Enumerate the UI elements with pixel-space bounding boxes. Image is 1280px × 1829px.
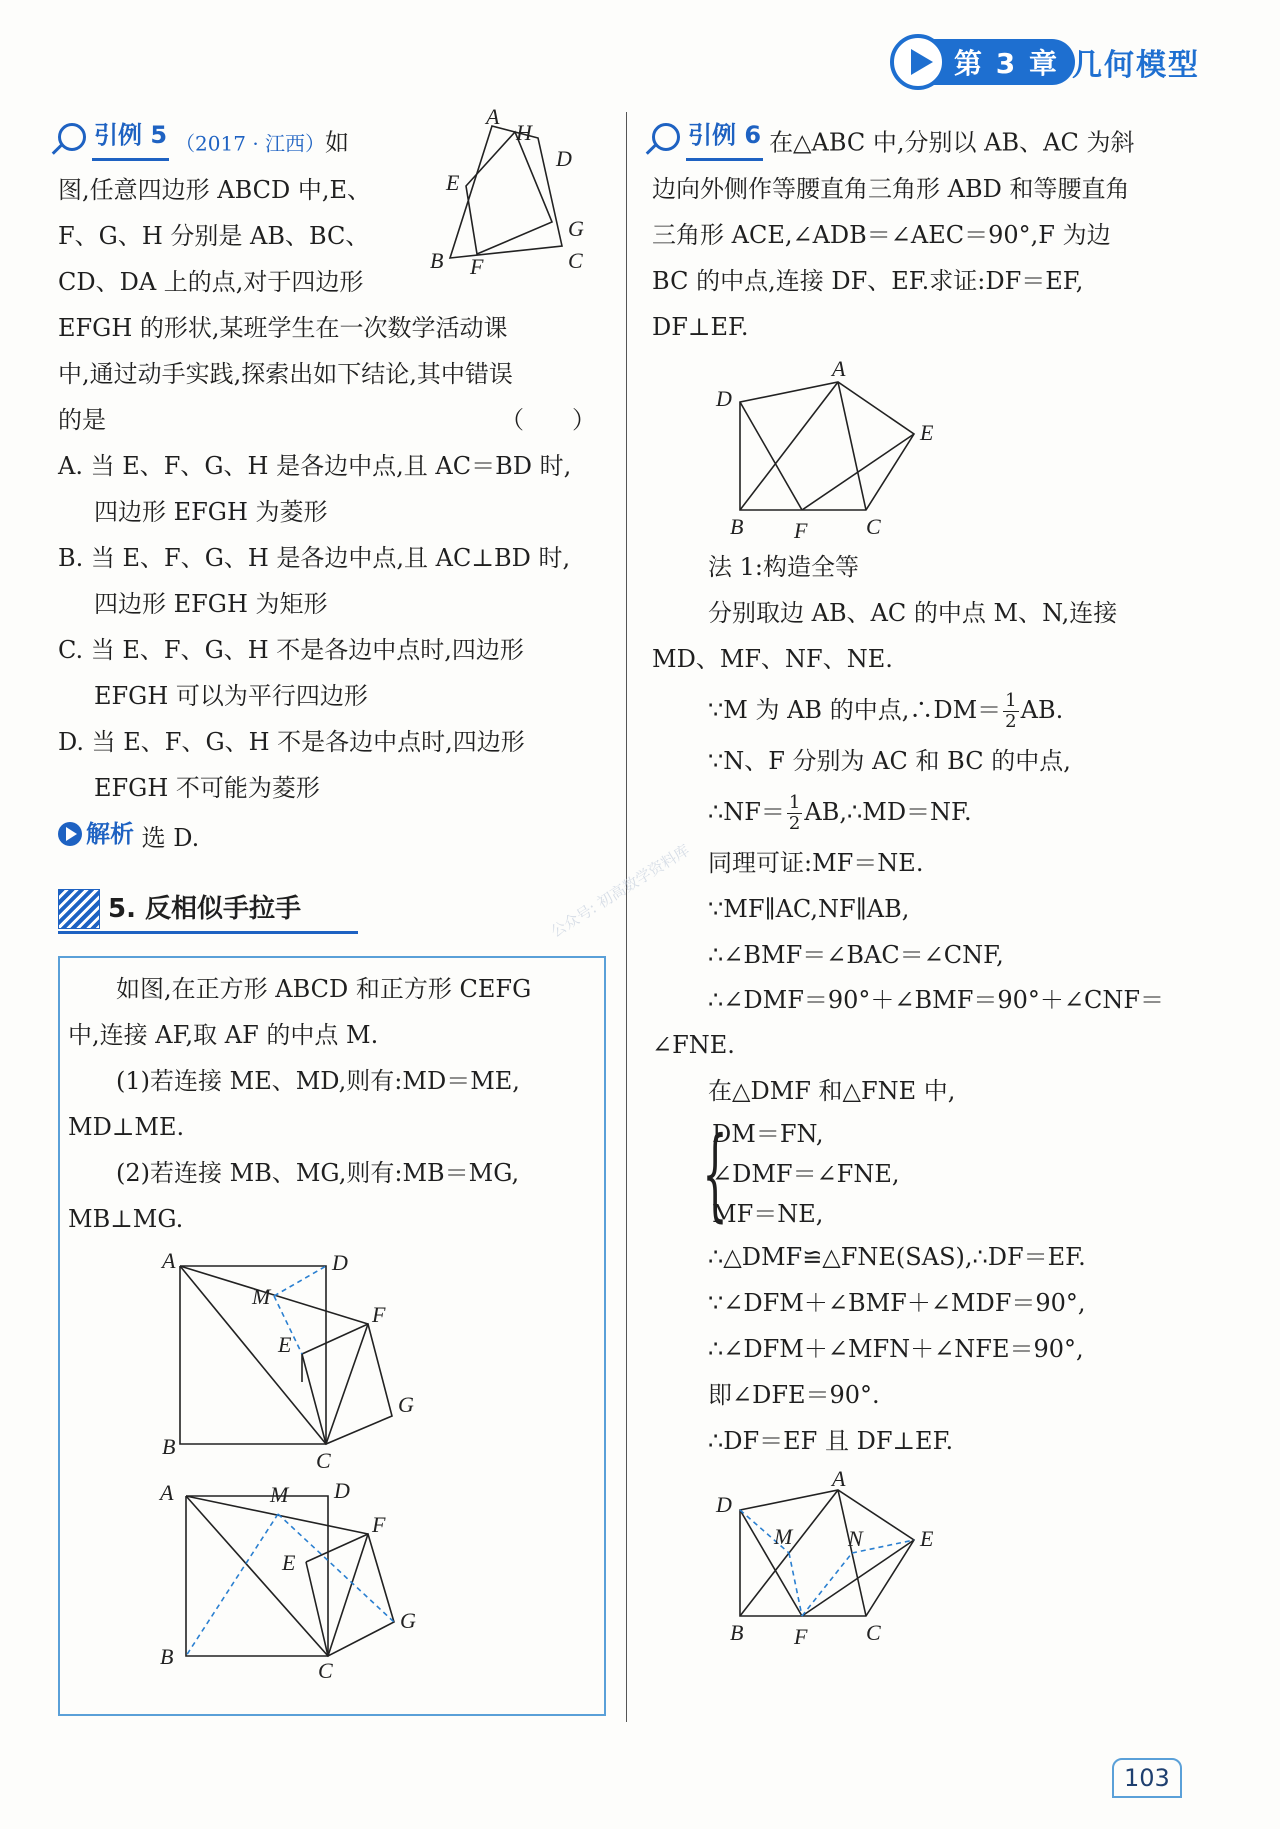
solution-line-13: ∵∠DFM＋∠BMF＋∠MDF＝90°, <box>708 1288 1086 1317</box>
solution-line-10: ∠FNE. <box>652 1030 735 1059</box>
fraction-half: $\frac{1}{2}$ <box>788 791 801 834</box>
page-number: 103 <box>1112 1758 1182 1798</box>
label-B: B <box>162 1433 176 1459</box>
label-E: E <box>278 1331 292 1357</box>
solution-line-11: 在△DMF 和△FNE 中, <box>708 1076 956 1105</box>
system-line-2: ∠DMF＝∠FNE, <box>712 1159 900 1188</box>
example-6-line-1: 引例 6 在△ABC 中,分别以 AB、AC 为斜 <box>652 112 1200 166</box>
right-column <box>652 112 1200 1648</box>
solution-line-4: ∵N、F 分别为 AC 和 BC 的中点, <box>708 746 1071 775</box>
label-D: D <box>716 385 732 411</box>
label-G: G <box>568 216 584 241</box>
label-D: D <box>332 1249 348 1275</box>
play-icon <box>58 822 82 846</box>
solution <box>602 544 1200 1464</box>
label-E: E <box>920 1525 934 1551</box>
model-line-2: 中,连接 AF,取 AF 的中点 M. <box>68 1020 379 1049</box>
example-5-line-6: 中,通过动手实践,探索出如下结论,其中错误 <box>58 359 513 388</box>
label-D: D <box>334 1477 350 1503</box>
example-5-figure <box>430 106 610 274</box>
label-B: B <box>160 1643 174 1669</box>
magnifier-icon <box>652 123 680 151</box>
label-C: C <box>318 1657 333 1683</box>
solution-line-9: ∴∠DMF＝90°＋∠BMF＝90°＋∠CNF＝ <box>708 985 1165 1014</box>
play-icon <box>890 34 946 90</box>
chapter-title: 几何模型 <box>1072 48 1200 83</box>
option-c: C. 当 E、F、G、H 不是各边中点时,四边形 EFGH 可以为平行四边形 <box>58 635 524 710</box>
model-line-1: 如图,在正方形 ABCD 和正方形 CEFG <box>116 974 532 1003</box>
solution-line-7: ∵MF∥AC,NF∥AB, <box>708 894 910 923</box>
magnifier-icon <box>58 123 86 151</box>
example-6-figure-2 <box>652 1468 1200 1648</box>
example-6-line-2: 边向外侧作等腰直角三角形 ABD 和等腰直角 <box>652 174 1130 203</box>
label-C: C <box>866 513 881 539</box>
books-icon <box>58 889 100 929</box>
fraction-half: $\frac{1}{2}$ <box>1005 689 1017 732</box>
label-F: F <box>470 254 484 274</box>
label-F: F <box>794 517 808 543</box>
label-A: A <box>486 106 500 129</box>
example-5-line-1: 引例 5 （2017 · 江西）如 <box>58 112 606 167</box>
watermark: 公众号: 初高数学资料库 <box>547 840 693 941</box>
chapter-label: 第 3 章 <box>928 39 1075 85</box>
model-box <box>58 956 606 1716</box>
label-A: A <box>832 1467 846 1491</box>
label-C: C <box>568 248 583 273</box>
label-F: F <box>372 1301 386 1327</box>
option-b: B. 当 E、F、G、H 是各边中点,且 AC⊥BD 时, 四边形 EFGH 为矩形 <box>58 543 571 618</box>
label-F: F <box>794 1623 808 1648</box>
equation-system <box>652 1114 1200 1234</box>
label-C: C <box>316 1447 331 1468</box>
label-B: B <box>730 513 744 539</box>
model-figure-1 <box>68 1248 598 1468</box>
label-M: M <box>252 1283 271 1309</box>
example-5-line-4: CD、DA 上的点,对于四边形 <box>58 267 364 296</box>
label-M: M <box>774 1523 793 1549</box>
label-B: B <box>730 1619 744 1645</box>
model-line-3: (1)若连接 ME、MD,则有:MD＝ME, <box>116 1066 520 1095</box>
label-M: M <box>270 1481 289 1507</box>
solution-line-8: ∴∠BMF＝∠BAC＝∠CNF, <box>708 940 1004 969</box>
example-6-line-4: BC 的中点,连接 DF、EF.求证:DF＝EF, <box>652 266 1084 295</box>
label-B: B <box>430 248 444 273</box>
label-N: N <box>848 1525 863 1551</box>
solution-method: 法 1:构造全等 <box>708 552 859 581</box>
system-line-1: DM＝FN, <box>712 1119 824 1148</box>
example-6-line-3: 三角形 ACE,∠ADB＝∠AEC＝90°,F 为边 <box>652 220 1111 249</box>
solution-line-15: 即∠DFE＝90°. <box>708 1380 880 1409</box>
solution-line-6: 同理可证:MF＝NE. <box>708 848 924 877</box>
example-6-figure <box>652 354 1200 544</box>
example-6-line-5: DF⊥EF. <box>652 312 749 341</box>
option-d: D. 当 E、F、G、H 不是各边中点时,四边形 EFGH 不可能为菱形 <box>58 727 525 802</box>
example-5-tag: 引例 5 <box>58 112 169 161</box>
example-5-line-2: 图,任意四边形 ABCD 中,E、 <box>58 175 372 204</box>
label-A: A <box>160 1479 174 1505</box>
left-brace: { <box>702 1114 728 1232</box>
label-G: G <box>400 1607 416 1633</box>
label-E: E <box>920 419 934 445</box>
label-E: E <box>282 1549 296 1575</box>
label-F: F <box>372 1511 386 1537</box>
solution-line-3: ∵M 为 AB 的中点,∴DM＝ $\frac{1}{2}$ AB. <box>708 689 1064 732</box>
left-column <box>58 106 606 1716</box>
solution-line-1: 分别取边 AB、AC 的中点 M、N,连接 <box>708 598 1118 627</box>
example-5-line-7: 的是 （ ） <box>58 397 606 443</box>
example-5-line-3: F、G、H 分别是 AB、BC、 <box>58 221 370 250</box>
label-A: A <box>832 355 846 381</box>
solution-line-14: ∴∠DFM＋∠MFN＋∠NFE＝90°, <box>708 1334 1084 1363</box>
answer-parentheses: （ ） <box>500 405 596 434</box>
option-a: A. 当 E、F、G、H 是各边中点,且 AC＝BD 时, 四边形 EFGH 为菱形 <box>58 451 572 526</box>
example-5-source: （2017 · 江西） <box>175 131 326 156</box>
label-E: E <box>446 170 460 195</box>
label-A: A <box>162 1247 176 1273</box>
label-C: C <box>866 1619 881 1645</box>
model-line-6: MB⊥MG. <box>68 1204 184 1233</box>
analysis-tag: 解析 <box>58 811 134 857</box>
system-line-3: MF＝NE, <box>712 1199 824 1228</box>
label-D: D <box>716 1491 732 1517</box>
label-H: H <box>516 120 532 145</box>
analysis: 解析 选 D. <box>58 811 606 861</box>
label-G: G <box>398 1391 414 1417</box>
solution-line-2: MD、MF、NF、NE. <box>652 644 893 673</box>
solution-line-12: ∴△DMF≌△FNE(SAS),∴DF＝EF. <box>708 1242 1086 1271</box>
model-figure-2 <box>68 1474 598 1684</box>
solution-line-16: ∴DF＝EF 且 DF⊥EF. <box>708 1426 954 1455</box>
example-5 <box>58 106 606 861</box>
example-6-tag: 引例 6 <box>652 112 763 161</box>
model-line-5: (2)若连接 MB、MG,则有:MB＝MG, <box>116 1158 520 1187</box>
section-heading: 5. 反相似手拉手 <box>58 883 606 935</box>
example-5-line-5: EFGH 的形状,某班学生在一次数学活动课 <box>58 313 508 342</box>
label-D: D <box>556 146 572 171</box>
model-line-4: MD⊥ME. <box>68 1112 185 1141</box>
solution-line-5: ∴NF＝ $\frac{1}{2}$ AB,∴MD＝NF. <box>708 791 972 834</box>
quadrilateral-efgh <box>466 132 552 254</box>
